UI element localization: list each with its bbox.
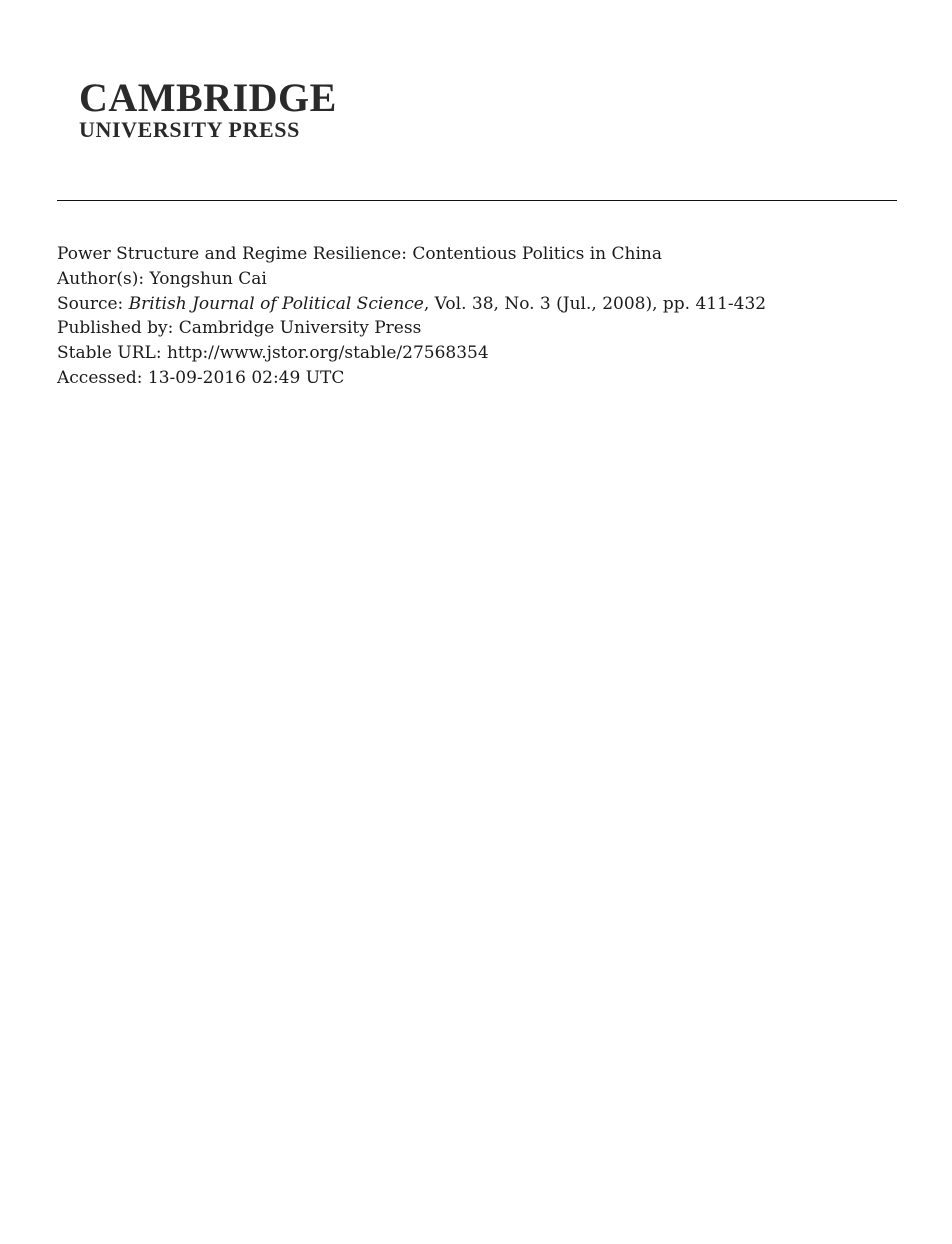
author-name: Yongshun Cai [149, 268, 267, 289]
accessed-label: Accessed: [57, 367, 143, 388]
author-line [57, 267, 917, 292]
cambridge-university-press-logo [79, 75, 379, 142]
stable-url-label: Stable URL: [57, 343, 162, 364]
header-divider [57, 200, 897, 201]
accessed-timestamp: 13-09-2016 02:49 UTC [147, 367, 345, 388]
stable-url-link[interactable]: http://www.jstor.org/stable/27568354 [166, 343, 489, 364]
journal-title: British Journal of Political Science [128, 293, 424, 314]
author-label: Author(s): [57, 268, 145, 289]
accessed-line [57, 366, 917, 391]
stable-url-line [57, 341, 917, 366]
article-title: Power Structure and Regime Resilience: Contentious Politics in China [57, 244, 662, 264]
publisher-line [57, 316, 917, 341]
publisher-name: Cambridge University Press [178, 318, 422, 339]
source-line [57, 292, 917, 317]
citation-block [57, 242, 917, 391]
source-label: Source: [57, 293, 124, 314]
logo-line-cambridge: CAMBRIDGE [79, 75, 337, 120]
publisher-label: Published by: [57, 318, 174, 339]
source-details: , Vol. 38, No. 3 (Jul., 2008), pp. 411-432 [423, 293, 767, 314]
logo-line-university-press: UNIVERSITY PRESS [79, 117, 300, 142]
